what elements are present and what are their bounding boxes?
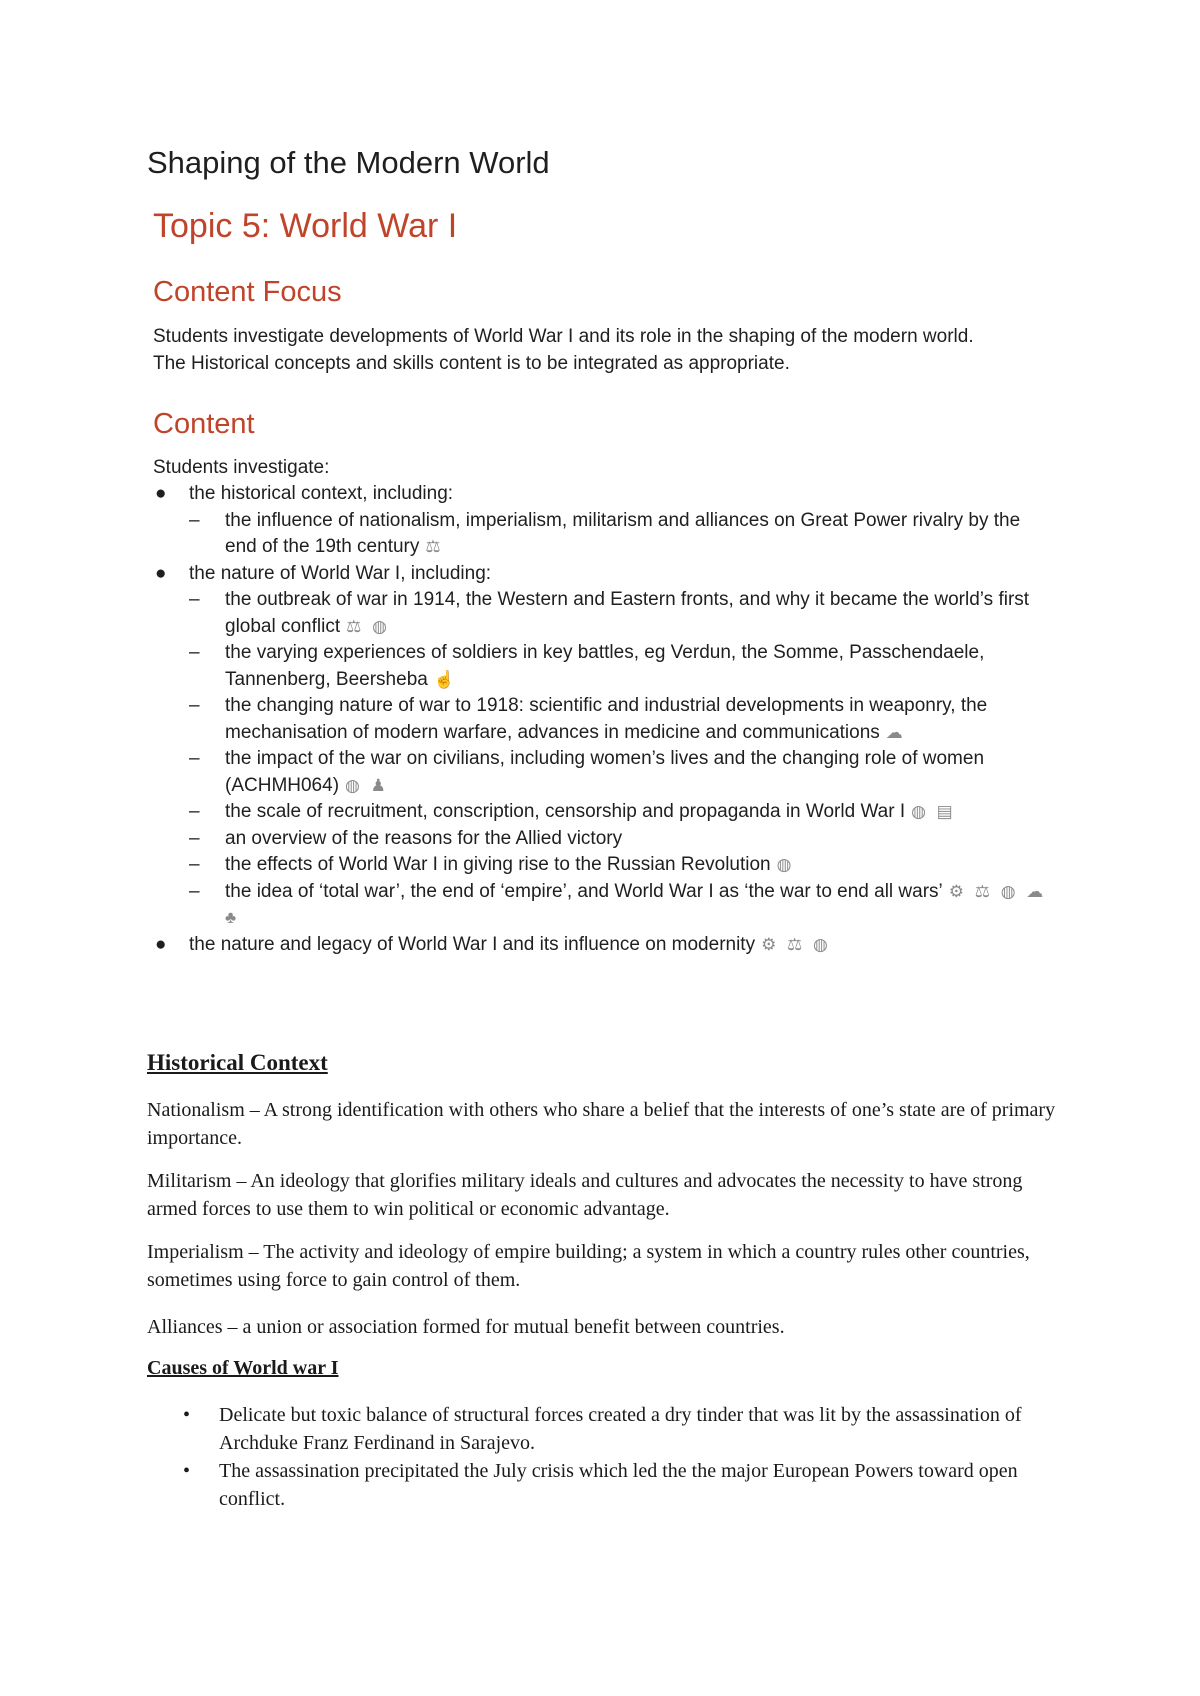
outline-item-text: the historical context, including: [189,483,454,504]
outline-subitem [153,587,1053,640]
outline-subitem-text: the scale of recruitment, conscription, censorship and propaganda in World War I [225,801,906,822]
outline-subitem [153,640,1053,693]
outline-subitem-text: the effects of World War I in giving rise to the Russian Revolution [225,854,771,875]
concept-icons: ◍ ▤ [911,802,956,821]
outline-item-text: the nature of World War I, including: [189,562,492,584]
document-title: Shaping of the Modern World [147,145,550,180]
dash-icon: – [189,801,200,822]
bullet-icon: • [183,1404,191,1426]
outline-item [153,561,1053,588]
causes-heading: Causes of World war I [147,1357,339,1379]
topic-title: Topic 5: World War I [153,207,458,245]
outline-subitem [153,693,1053,746]
content-intro: Students investigate: [153,457,330,478]
outline-subitem [153,879,1053,932]
historical-context-heading: Historical Context [147,1050,328,1075]
handshake-icon: ☁ [885,722,906,742]
content-heading: Content [153,408,255,440]
outline-item-text: the nature and legacy of World War I and its influence on modernity [189,933,756,955]
content-focus-line: The Historical concepts and skills content is to be integrated as appropriate. [153,353,790,374]
dash-icon: – [189,589,200,610]
outline-item [153,481,1053,508]
outline-subitem-text: the idea of ‘total war’, the end of ‘empire’, and World War I as ‘the war to end all wars’ [225,880,943,902]
definition-nationalism: Nationalism – A strong identification with others who share a belief that the interests of one’s state are of primary importance. [147,1099,1056,1149]
outline-item [153,932,1053,959]
outline-subitem-text: the varying experiences of soldiers in key battles, eg Verdun, the Somme, Passchendaele, Tannenberg, Beersheba [225,642,985,690]
dash-icon: – [189,748,200,769]
bullet-icon: ● [155,562,167,584]
dash-icon: – [189,509,200,531]
content-outline [153,481,1053,958]
outline-subitem-text: the influence of nationalism, imperialism, militarism and alliances on Great Power rivalry by the end of the 19th century [225,509,1021,557]
bullet-icon: • [183,1460,191,1482]
outline-subitem [153,852,1053,879]
causes-list [147,1401,1077,1513]
dash-icon: – [189,695,200,716]
bullet-icon: ● [155,483,167,504]
scales-icon: ⚖ [425,537,444,556]
causes-item-text: Delicate but toxic balance of structural forces created a dry tinder that was lit by the assassination of Archduke Franz Ferdinand in Sarajevo. [219,1404,1022,1454]
outline-subitem-text: the impact of the war on civilians, including women’s lives and the changing role of women (ACHMH064) [225,748,985,796]
outline-subitem [153,799,1053,826]
dash-icon: – [189,642,200,663]
bullet-icon: ● [155,933,167,955]
causes-item-text: The assassination precipitated the July crisis which led the the major European Powers toward open conflict. [219,1460,1018,1510]
outline-subitem-text: the outbreak of war in 1914, the Western and Eastern fronts, and why it became the world’s first global conflict [225,589,1030,637]
hand-icon: ☝ [433,669,458,689]
globe-icon: ◍ [776,855,795,874]
causes-list-item [147,1457,1077,1513]
dash-icon: – [189,880,200,902]
outline-subitem-text: an overview of the reasons for the Allied victory [225,827,623,849]
content-focus-line: Students investigate developments of World War I and its role in the shaping of the modern world. [153,326,974,347]
content-focus-heading: Content Focus [153,276,342,308]
outline-subitem [153,508,1053,561]
concept-icons: ⚙ ⚖ ◍ ☁ ♣ [225,881,1047,927]
concept-icons: ◍ ♟ [345,775,389,795]
causes-list-item [147,1401,1077,1457]
definition-militarism: Militarism – An ideology that glorifies military ideals and cultures and advocates the necessity to have strong armed forces to use them to win political or economic advantage. [147,1170,1023,1220]
concept-icons: ⚖ ◍ [346,616,390,636]
dash-icon: – [189,854,200,875]
outline-subitem [153,746,1053,799]
dash-icon: – [189,827,200,849]
outline-subitem [153,826,1053,853]
definition-imperialism: Imperialism – The activity and ideology of empire building; a system in which a country rules other countries, sometimes using force to gain control of them. [147,1241,1030,1291]
concept-icons: ⚙ ⚖ ◍ [761,934,831,954]
definition-alliances: Alliances – a union or association formed for mutual benefit between countries. [147,1316,785,1338]
outline-subitem-text: the changing nature of war to 1918: scientific and industrial developments in weaponry, the mechanisation of modern warfare, advances in medicine and communications [225,695,988,743]
content-focus-text [153,323,1053,377]
